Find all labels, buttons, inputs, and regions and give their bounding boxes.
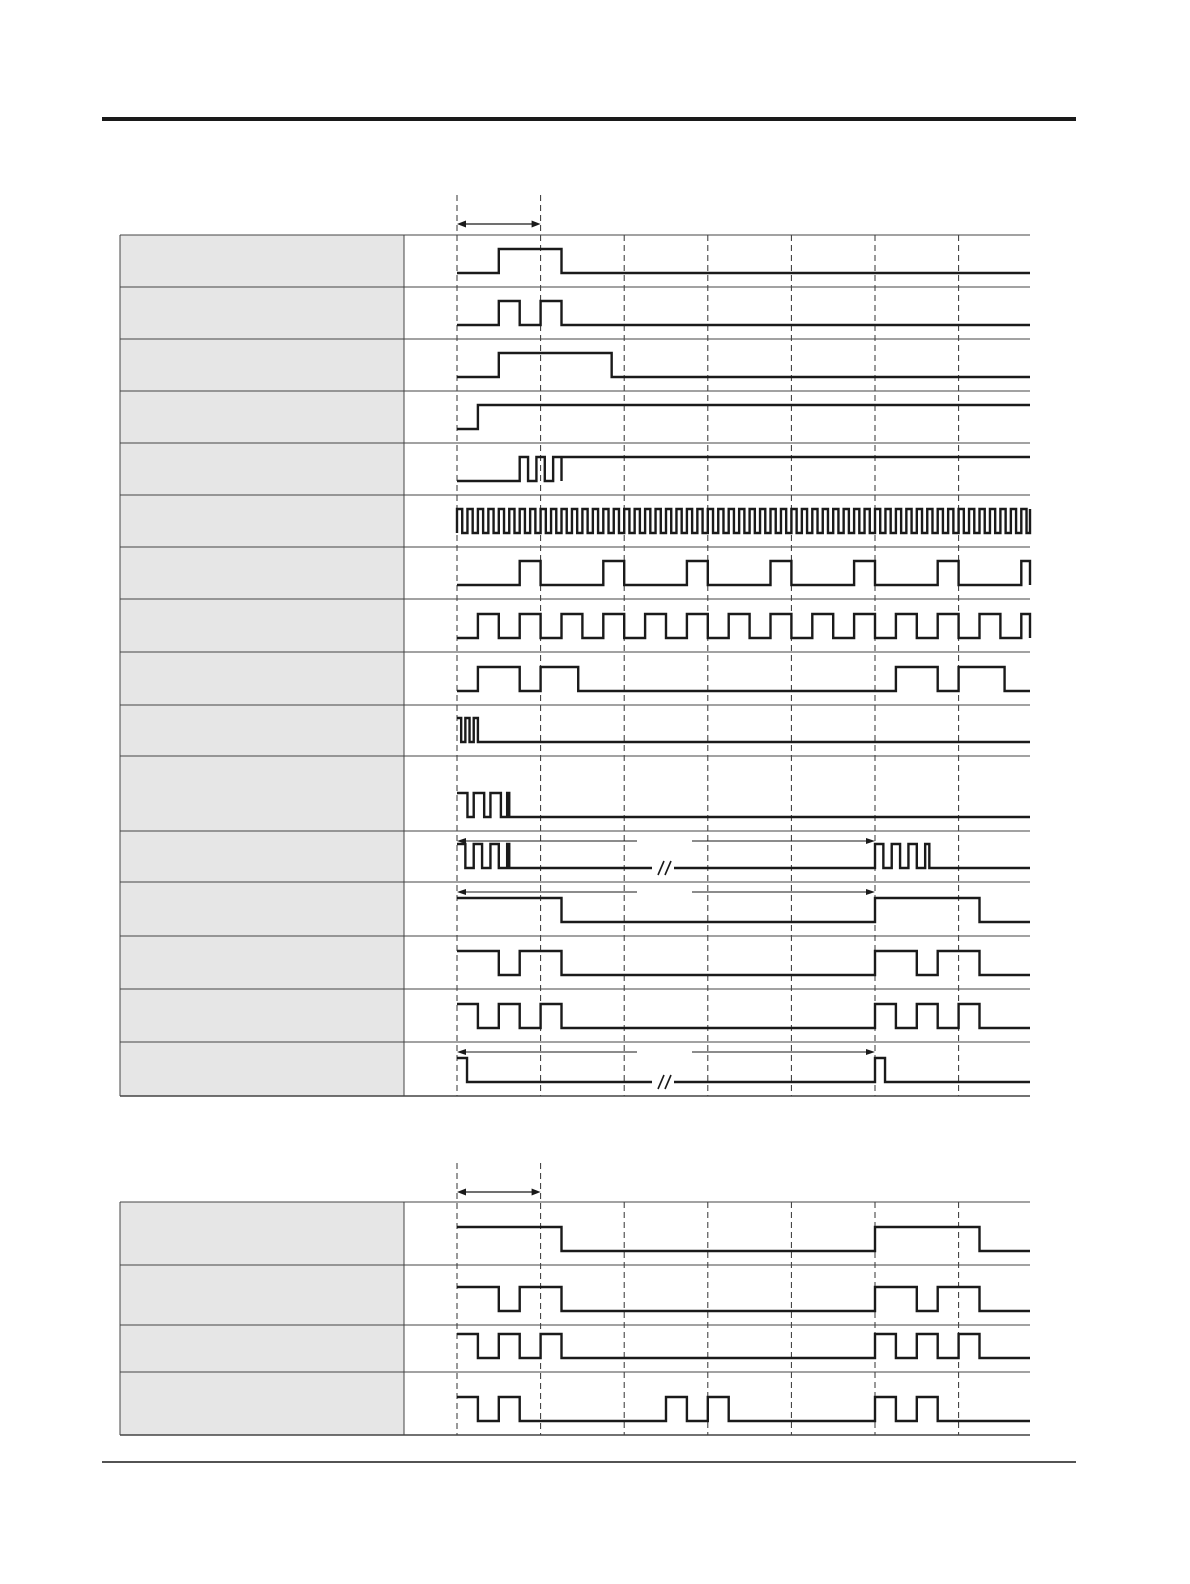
signal-row [120,756,1030,831]
waveform [457,951,1030,975]
signal-label-cell [120,652,404,705]
arrow-head-right [532,221,541,228]
signal-label-cell [120,339,404,391]
arrow-head [866,1049,875,1055]
signal-label-cell [120,882,404,936]
arrow-head [457,1049,466,1055]
waveform [457,898,1030,922]
signal-label-cell [120,495,404,547]
waveform [457,1004,1030,1028]
waveform [457,509,1030,533]
signal-row [120,547,1030,599]
signal-row [120,705,1030,756]
signal-row [120,443,1030,495]
signal-row [120,1042,1030,1096]
signal-row [120,339,1030,391]
waveform [457,301,1030,325]
signal-label-cell [120,391,404,443]
waveform [457,561,1030,585]
signal-row [120,1265,1030,1325]
signal-row [120,287,1030,339]
arrow-head-left [457,1189,466,1196]
arrow-head [866,889,875,895]
signal-label-cell [120,547,404,599]
signal-label-cell [120,1265,404,1325]
signal-row [120,882,1030,936]
waveform [457,793,1030,817]
signal-row [120,235,1030,287]
waveform [457,249,1030,273]
signal-row [120,599,1030,652]
signal-row [120,989,1030,1042]
signal-label-cell [120,599,404,652]
signal-row [120,1202,1030,1265]
waveform [457,1227,1030,1251]
waveform [457,667,1030,691]
waveform [457,353,1030,377]
signal-row [120,652,1030,705]
signal-label-cell [120,443,404,495]
signal-row [120,495,1030,547]
signal-label-cell [120,235,404,287]
signal-label-cell [120,989,404,1042]
arrow-head [866,838,875,844]
signal-row [120,831,1030,882]
arrow-head-right [532,1189,541,1196]
signal-label-cell [120,1325,404,1372]
signal-label-cell [120,756,404,831]
signal-label-cell [120,936,404,989]
waveform [457,718,1030,742]
signal-label-cell [120,1372,404,1435]
signal-row [120,1325,1030,1372]
signal-label-cell [120,1042,404,1096]
waveform [457,1287,1030,1311]
signal-row [120,1372,1030,1435]
timing-table-1 [120,195,1030,1096]
signal-row [120,936,1030,989]
waveform [457,1058,1030,1082]
signal-label-cell [120,705,404,756]
signal-label-cell [120,287,404,339]
timing-table-2 [120,1163,1030,1435]
waveform [457,405,1030,429]
signal-label-cell [120,831,404,882]
waveform [457,614,1030,638]
waveform [457,1334,1030,1358]
waveform [457,457,1030,481]
waveform [457,1397,1030,1421]
signal-label-cell [120,1202,404,1265]
waveform [457,844,1030,868]
arrow-head-left [457,221,466,228]
signal-row [120,391,1030,443]
arrow-head [457,889,466,895]
